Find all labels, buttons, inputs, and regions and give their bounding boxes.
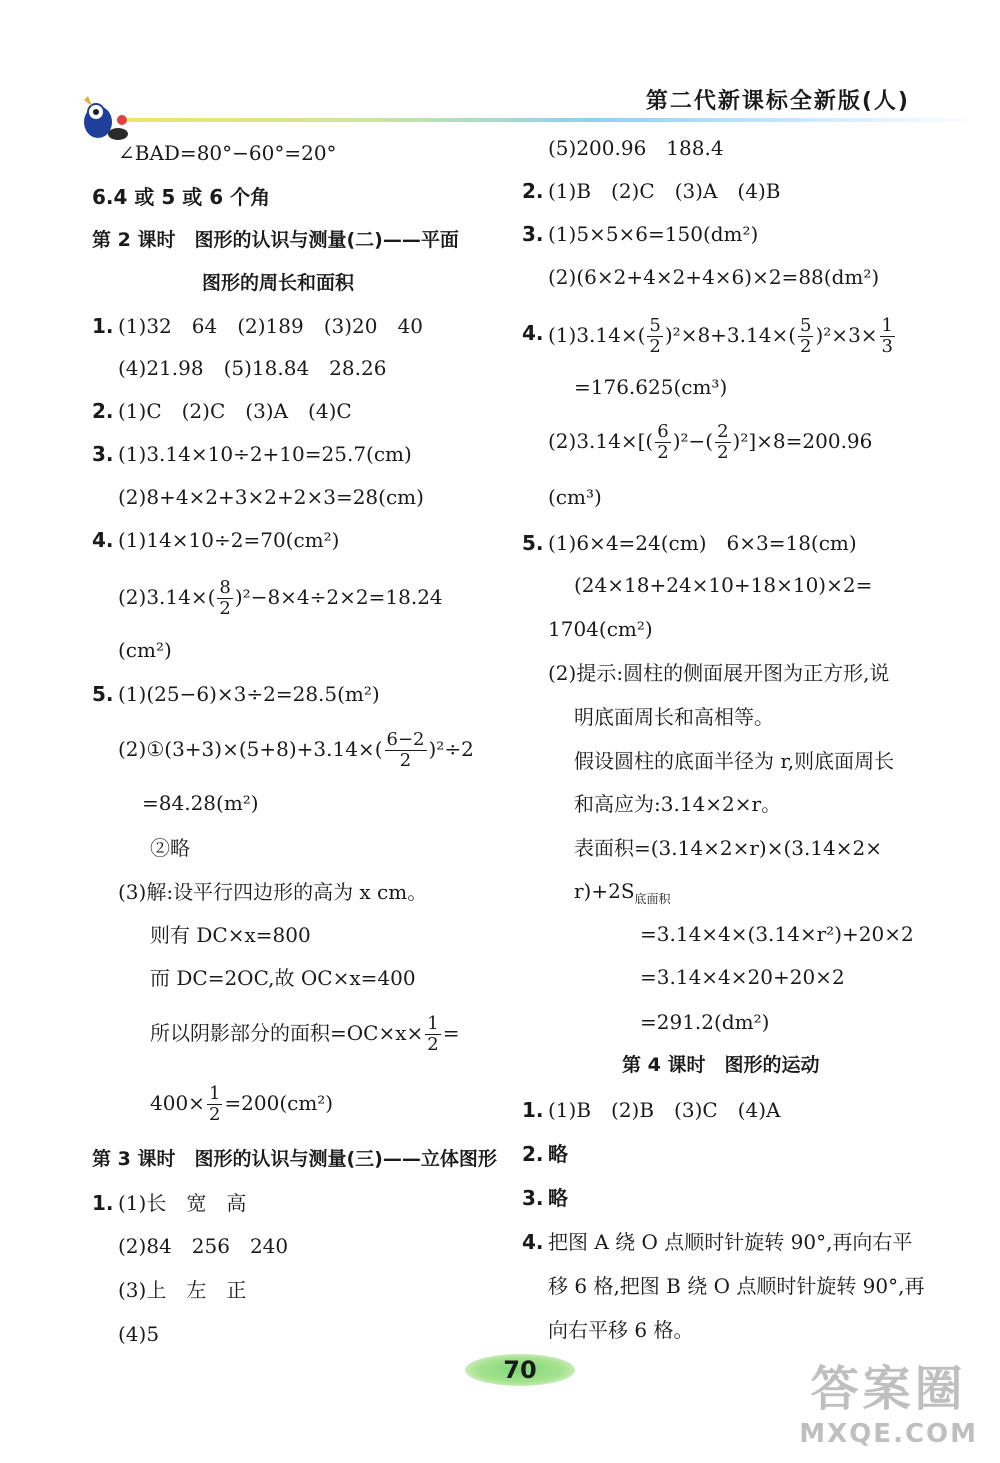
left-q4c: (cm²) [118,638,172,662]
left-r1c: (3)上 左 正 [118,1278,247,1302]
right-q3a: (1)5×5×6=150(dm²) [548,222,759,246]
fraction [217,578,232,619]
right-s1: (1)B (2)B (3)C (4)A [548,1098,781,1122]
watermark [799,1350,978,1449]
right-q5h: 表面积=(3.14×2×r)×(3.14×2× [574,836,883,860]
left-qnum-4: 4. [92,528,114,552]
right-q5e: 明底面周长和高相等。 [574,705,774,729]
frac-den: 2 [657,442,669,463]
right-q4a-mid2: )²×3× [815,323,878,347]
frac-den: 2 [208,1104,221,1125]
left-qnum-2: 2. [92,399,114,423]
left-answer-6-text: 6.4 或 5 或 6 个角 [92,185,271,209]
left-q5g: 而 DC=2OC,故 OC×x=400 [150,966,416,990]
left-q5h-post: = [442,1021,460,1045]
left-q4b-post: )²−8×4÷2×2=18.24 [234,585,443,609]
fraction [647,316,662,357]
frac-den: 2 [399,750,412,771]
right-q4a [548,316,897,357]
right-q5a: (1)6×4=24(cm) 6×3=18(cm) [548,531,857,555]
fraction [880,316,895,357]
left-r1a: (1)长 宽 高 [118,1191,247,1215]
left-q5c: =84.28(m²) [142,791,259,815]
left-q5b-pre: (2)①(3+3)×(5+8)+3.14×( [118,737,383,761]
right-q5d: (2)提示:圆柱的侧面展开图为正方形,说 [548,661,890,685]
right-qnum-m2: 2. [522,1142,544,1166]
right-q5b: (24×18+24×10+18×10)×2= [574,573,873,597]
page-number: 70 [465,1354,575,1386]
fraction [207,1084,222,1125]
left-line-bad: ∠BAD=80°−60°=20° [118,141,337,165]
frac-den: 3 [881,336,893,357]
frac-num: 5 [800,315,812,336]
right-q5i [574,878,671,912]
frac-num: 6−2 [386,729,425,750]
right-q5f: 假设圆柱的底面半径为 r,则底面周长 [574,749,895,773]
left-q3b: (2)8+4×2+3×2+2×3=28(cm) [118,485,424,509]
fraction [798,316,813,357]
left-qnum-3: 3. [92,442,114,466]
right-s4b: 移 6 格,把图 B 绕 O 点顺时针旋转 90°,再 [548,1274,925,1298]
left-r1d: (4)5 [118,1322,160,1346]
frac-den: 2 [717,442,729,463]
right-qnum-2: 2. [522,179,544,203]
frac-num: 6 [657,421,669,442]
left-q5e: (3)解:设平行四边形的高为 x cm。 [118,880,428,904]
right-s4c: 向右平移 6 格。 [548,1318,694,1342]
right-q4c [548,422,872,463]
fraction [425,1014,440,1055]
right-q2: (1)B (2)C (3)A (4)B [548,179,781,203]
right-q4b: =176.625(cm³) [574,375,728,399]
left-q5d: ②略 [150,836,190,860]
left-q1a: (1)32 64 (2)189 (3)20 40 [118,314,423,338]
right-qnum-3: 3. [522,222,544,246]
right-s3: 略 [548,1186,568,1210]
right-s2: 略 [548,1142,568,1166]
right-qnum-m3: 3. [522,1186,544,1210]
watermark-line1: 答案圈 [810,1361,967,1417]
header-title: 第二代新课标全新版(人) [645,89,910,114]
right-q5i-pre: r)+2S [574,879,635,903]
right-qnum-5: 5. [522,531,544,555]
right-q4c-pre: (2)3.14×[( [548,429,654,453]
left-qnum-1: 1. [92,314,114,338]
header-divider [120,118,980,122]
frac-num: 1 [427,1013,439,1034]
right-q5l: =291.2(dm²) [640,1010,770,1034]
right-q5j: =3.14×4×(3.14×r²)+20×2 [640,922,914,946]
right-q5c: 1704(cm²) [548,617,653,641]
right-q5g: 和高应为:3.14×2×r。 [574,792,782,816]
frac-den: 2 [649,336,661,357]
left-q5f: 则有 DC×x=800 [150,923,311,947]
left-q5i-pre: 400× [150,1091,205,1115]
left-q4b [118,578,443,619]
right-q4d: (cm³) [548,485,602,509]
frac-num: 1 [881,315,893,336]
watermark-line2: MXQE.COM [799,1419,978,1449]
left-q5b-post: )²÷2 [428,737,474,761]
left-q1b: (4)21.98 (5)18.84 28.26 [118,356,387,380]
left-q4a: (1)14×10÷2=70(cm²) [118,528,340,552]
right-q4a-mid: )²×8+3.14×( [664,323,797,347]
right-qnum-m1: 1. [522,1098,544,1122]
right-q4c-mid: )²−( [672,429,714,453]
left-q5i [150,1084,333,1125]
left-q5b [118,730,474,771]
right-q4a-pre: (1)3.14×( [548,323,646,347]
left-r1b: (2)84 256 240 [118,1234,289,1258]
cartoon-mascot-icon [78,94,132,144]
left-q3a: (1)3.14×10÷2+10=25.7(cm) [118,442,412,466]
right-s4a: 把图 A 绕 O 点顺时针旋转 90°,再向右平 [548,1230,913,1254]
frac-num: 5 [649,315,661,336]
left-q5h-pre: 所以阴影部分的面积=OC×x× [150,1021,424,1045]
right-qnum-4: 4. [522,321,544,345]
right-q5k: =3.14×4×20+20×2 [640,965,845,989]
right-q4c-post: )²]×8=200.96 [732,429,873,453]
left-q5i-post: =200(cm²) [224,1091,334,1115]
right-qnum-m4: 4. [522,1230,544,1254]
frac-num: 1 [208,1083,221,1104]
frac-den: 2 [219,598,231,619]
section-heading-2b: 图形的周长和面积 [202,272,355,294]
left-qnum-m1: 1. [92,1191,114,1215]
left-q5a: (1)(25−6)×3÷2=28.5(m²) [118,682,380,706]
section-heading-4: 第 4 课时 图形的运动 [622,1054,820,1076]
left-answer-6 [92,184,270,210]
right-l1: (5)200.96 188.4 [548,136,724,160]
right-q3b: (2)(6×2+4×2+4×6)×2=88(dm²) [548,265,880,289]
fraction [655,422,670,463]
section-heading-2a: 第 2 课时 图形的认识与测量(二)——平面 [92,229,459,251]
right-q5i-sub: 底面积 [634,892,671,906]
fraction [385,730,427,771]
frac-den: 2 [427,1034,439,1055]
frac-num: 2 [717,421,729,442]
fraction [715,422,730,463]
frac-num: 8 [219,577,231,598]
section-heading-3: 第 3 课时 图形的认识与测量(三)——立体图形 [92,1148,497,1170]
left-q2: (1)C (2)C (3)A (4)C [118,399,352,423]
left-qnum-5: 5. [92,682,114,706]
left-q4b-pre: (2)3.14×( [118,585,216,609]
frac-den: 2 [800,336,812,357]
left-q5h [150,1014,459,1055]
